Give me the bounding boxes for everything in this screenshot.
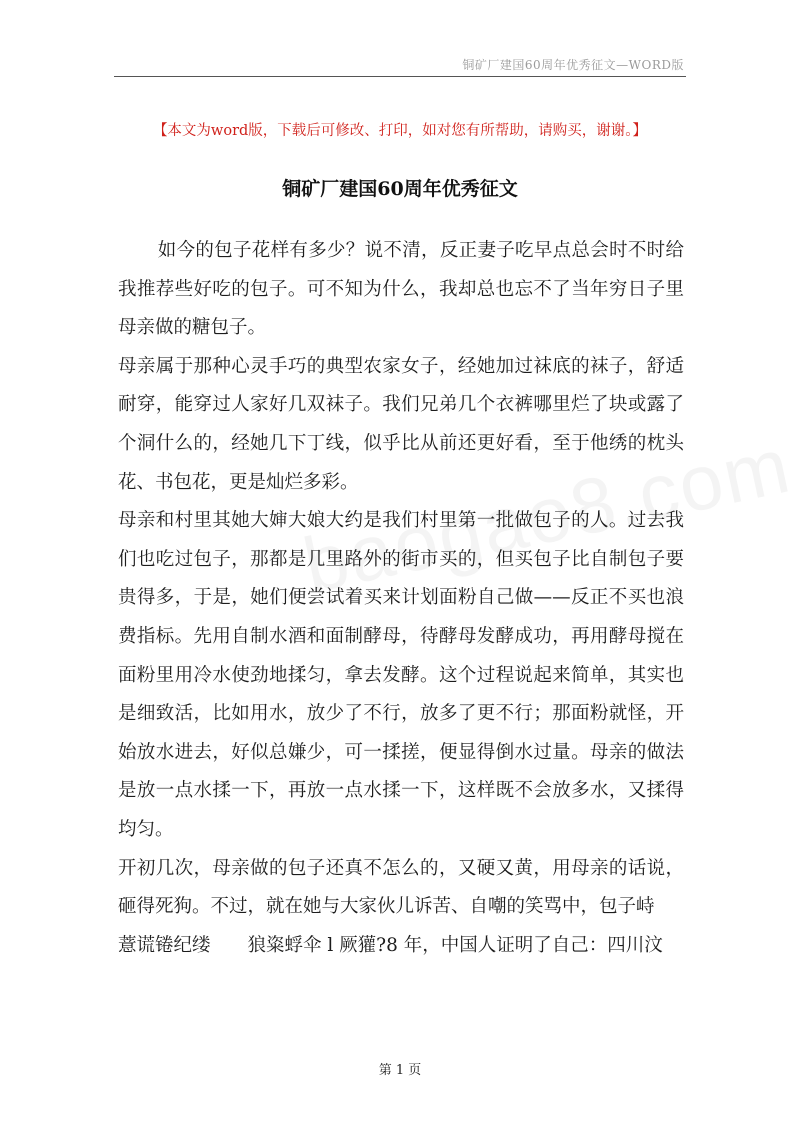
paragraph: 如今的包子花样有多少？说不清，反正妻子吃早点总会时不时给我推荐些好吃的包子。可不知为什么，我却总也忘不了当年穷日子里母亲做的糖包子。 bbox=[118, 240, 684, 339]
document-title: 铜矿厂建国60周年优秀征文 bbox=[282, 178, 518, 200]
document-body bbox=[118, 232, 684, 965]
page-number: 第 1 页 bbox=[378, 1063, 422, 1078]
paragraph: 母亲属于那种心灵手巧的典型农家女子，经她加过袜底的袜子，舒适耐穿，能穿过人家好几双袜子。我们兄弟几个衣裤哪里烂了块或露了个洞什么的，经她几下丁线，似乎比从前还更好看，至于他绣的枕头花、书包花，更是灿烂多彩。 bbox=[118, 355, 684, 493]
paragraph: 开初几次，母亲做的包子还真不怎么的，又硬又黄，用母亲的话说，砸得死狗。不过，就在她与大家伙儿诉苦、自嘲的笑骂中，包子峙 bbox=[118, 857, 684, 918]
paragraph: 薏谎锩纪缕 狼粢蜉伞 l 厥獾?8 年，中国人证明了自己：四川汶 bbox=[118, 934, 663, 956]
running-header: 铜矿厂建国60周年优秀征文—WORD版 bbox=[462, 58, 684, 72]
paragraph: 母亲和村里其她大婶大娘大约是我们村里第一批做包子的人。过去我们也吃过包子，那都是几里路外的街市买的，但买包子比自制包子要贵得多，于是，她们便尝试着买来计划面粉自己做——反正不买也浪费指标。先用自制水酒和面制酵母，待酵母发酵成功，再用酵母搅在面粉里用冷水使劲地揉匀，拿去发酵。这个过程说起来简单，其实也是细致活，比如用水，放少了不行，放多了更不行；那面粉就怪，开始放水进去，好似总嫌少，可一揉搓，便显得倒水过量。母亲的做法是放一点水揉一下，再放一点水揉一下，这样既不会放多水，又揉得均匀。 bbox=[118, 510, 684, 840]
header-divider bbox=[114, 76, 686, 77]
purchase-notice: 【本文为word版，下载后可修改、打印，如对您有所帮助，请购买，谢谢。】 bbox=[152, 123, 648, 139]
